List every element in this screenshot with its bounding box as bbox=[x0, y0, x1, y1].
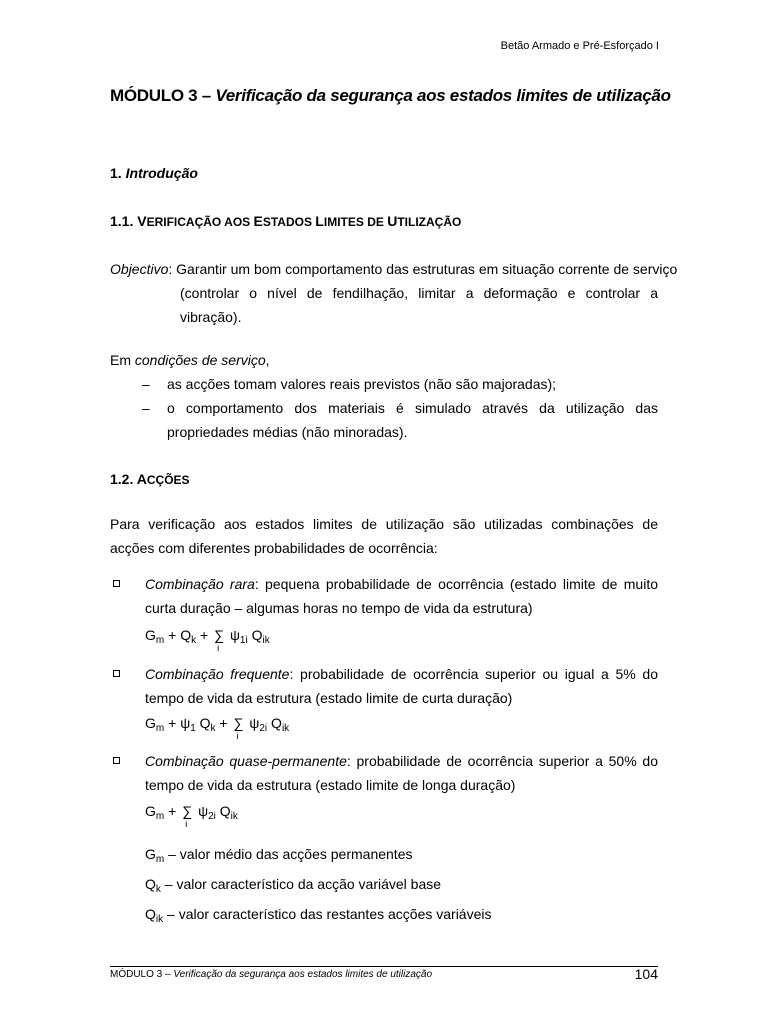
service-item-2: o comportamento dos materiais é simulado através da utilização das propriedades médias (não minoradas). bbox=[167, 400, 658, 440]
combination-frequente: Combinação frequente: probabilidade de ocorrência superior ou igual a 5% do tempo de vida da estrutura (estado limite de curta duração) bbox=[145, 666, 658, 706]
combination-quase-permanente: Combinação quase-permanente: probabilidade de ocorrência superior a 50% do tempo de vida da estrutura (estado limite de longa duração) bbox=[145, 753, 658, 793]
section-number: 1. bbox=[110, 165, 126, 181]
objective-paragraph: Objectivo: Garantir um bom comportamento das estruturas em situação corrente de serviço (controlar o nível de fendilhação, limitar a deformação e controlar a vibração). bbox=[110, 261, 678, 325]
formula-quase-permanente: $G_m$ + ∑ i $\psi_{2i}$ $Q_{ik}$ bbox=[145, 803, 238, 829]
title-separator: – bbox=[197, 86, 216, 105]
section-title: Introdução bbox=[125, 165, 198, 181]
definition-gm: $G_m$ – valor médio das acções permanentes bbox=[145, 846, 413, 865]
list-item bbox=[142, 372, 150, 396]
checkbox-bullet-icon bbox=[113, 580, 120, 587]
running-header: Betão Armado e Pré-Esforçado I bbox=[500, 40, 659, 52]
list-item bbox=[142, 396, 150, 420]
subsection-heading-1-2: 1.2. ACÇÕES bbox=[110, 471, 190, 487]
page-title bbox=[110, 86, 671, 106]
checkbox-bullet-icon bbox=[113, 757, 120, 764]
service-conditions-intro: Em condições de serviço, bbox=[110, 352, 270, 368]
footer-divider bbox=[110, 966, 658, 967]
section-heading-introducao bbox=[110, 165, 198, 181]
formula-frequente: $G_m + \psi_1$ $Q_k$ + ∑ i $\psi_{2i}$ $Q_{ik}$ bbox=[145, 715, 290, 741]
dash-marker: – bbox=[142, 376, 150, 392]
service-item-1: as acções tomam valores reais previstos (não são majoradas); bbox=[167, 376, 557, 392]
running-footer: MÓDULO 3 – Verificação da segurança aos estados limites de utilização bbox=[110, 969, 433, 980]
page-number: 104 bbox=[634, 966, 658, 982]
objective-label: Objectivo bbox=[110, 261, 169, 277]
definition-qk: $Q_k$ – valor característico da acção variável base bbox=[145, 876, 442, 895]
combination-rara: Combinação rara: pequena probabilidade de ocorrência (estado limite de muito curta duração – algumas horas no tempo de vida da estrutura) bbox=[145, 576, 659, 616]
title-module: MÓDULO 3 bbox=[110, 86, 198, 105]
combinations-intro: Para verificação aos estados limites de utilização são utilizadas combinações de acções com diferentes probabilidades de ocorrência: bbox=[110, 516, 658, 556]
definition-qik: $Q_{ik}$ – valor característico das restantes acções variáveis bbox=[145, 906, 492, 925]
dash-marker: – bbox=[142, 400, 150, 416]
title-subject: Verificação da segurança aos estados limites de utilização bbox=[215, 86, 671, 105]
formula-rara: $G_m + Q_k$ + ∑ i $\psi_{1i}$ $Q_{ik}$ bbox=[145, 627, 270, 653]
subsection-heading-1-1: 1.1. VERIFICAÇÃO AOS ESTADOS LIMITES DE UTILIZAÇÃO bbox=[110, 213, 462, 229]
checkbox-bullet-icon bbox=[113, 670, 120, 677]
